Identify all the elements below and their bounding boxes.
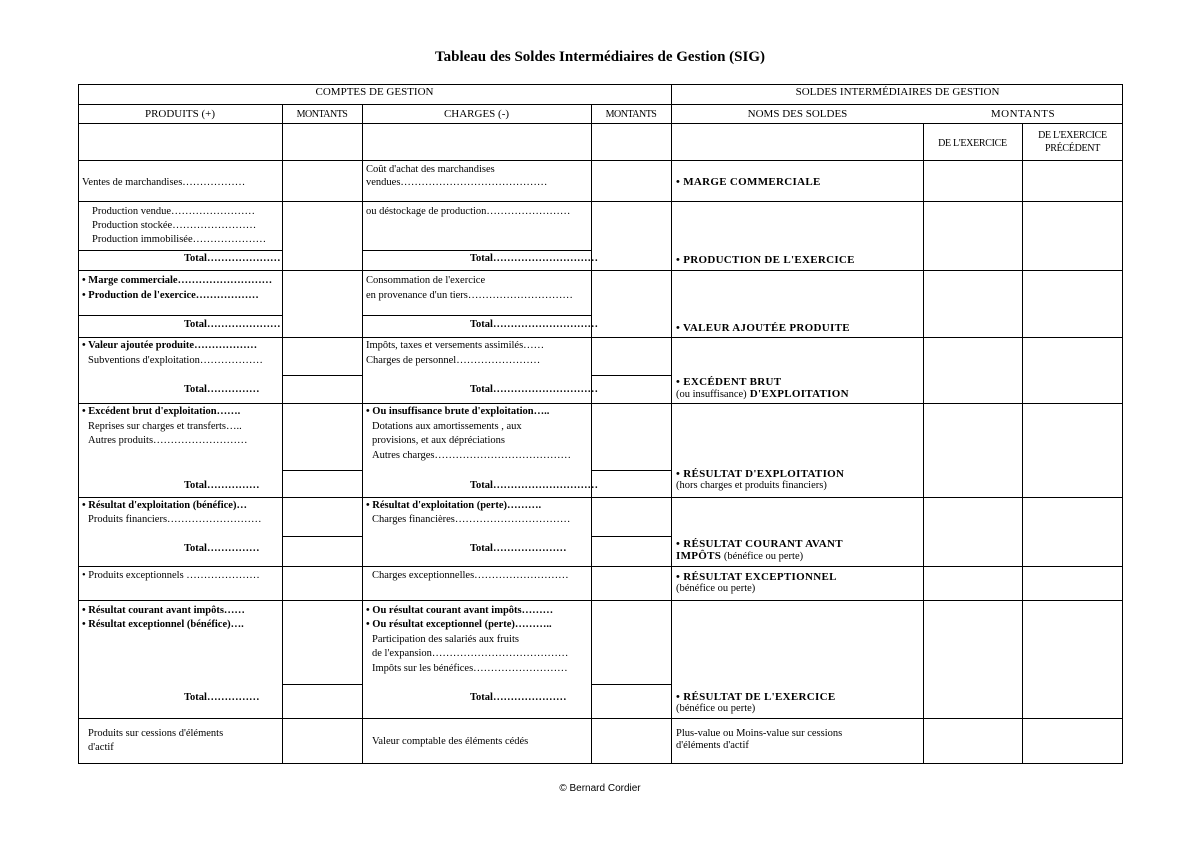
charge-label: Valeur comptable des éléments cédés (372, 736, 529, 747)
solde-excedent-brut (676, 376, 849, 401)
charge-total: Total………………………… (470, 384, 598, 395)
produit-label: Autres produits……………………… (88, 435, 248, 446)
charge-label: • Ou insuffisance brute d'exploitation….. (366, 406, 550, 417)
charge-label: Dotations aux amortissements , aux (372, 421, 522, 432)
solde-subtitle: (bénéfice ou perte) (676, 583, 756, 594)
produit-label: d'actif (88, 742, 114, 753)
produit-total: Total…………… (184, 384, 260, 395)
divider (591, 104, 592, 764)
solde-valeur-ajoutee (676, 322, 850, 335)
produit-label: Production vendue…………………… (92, 206, 256, 217)
divider (78, 123, 923, 124)
header-comptes: COMPTES DE GESTION (315, 86, 434, 98)
divider (591, 470, 671, 471)
divider (78, 104, 1123, 105)
divider (923, 123, 1123, 124)
charge-label: Charges financières…………………………… (372, 514, 571, 525)
divider (78, 497, 1123, 498)
solde-subtitle-bold: IMPÔTS (676, 550, 722, 562)
divider (671, 84, 672, 764)
divider (282, 104, 283, 764)
divider (362, 315, 591, 316)
solde-title: • RÉSULTAT D'EXPLOITATION (676, 468, 845, 480)
solde-production-exercice (676, 254, 855, 267)
produit-total: Total…………… (184, 692, 260, 703)
solde-subtitle-part: (bénéfice ou perte) (721, 551, 804, 562)
solde-title: • EXCÉDENT BRUT (676, 376, 782, 388)
header-soldes: SOLDES INTERMÉDIAIRES DE GESTION (795, 86, 1000, 98)
produit-label: • Résultat d'exploitation (bénéfice)… (82, 500, 247, 511)
divider (591, 375, 671, 376)
produit-label: • Résultat courant avant impôts…… (82, 605, 245, 616)
divider (78, 201, 1123, 202)
divider (923, 124, 924, 764)
solde-subtitle: (hors charges et produits financiers) (676, 480, 827, 491)
produit-total: Total………………… (184, 253, 281, 264)
solde-subtitle (676, 550, 843, 563)
solde-resultat-exceptionnel (676, 571, 837, 595)
header-charges: CHARGES (-) (443, 108, 510, 120)
produit-label: Reprises sur charges et transferts….. (88, 421, 242, 432)
charge-label: Participation des salariés aux fruits (372, 634, 519, 645)
divider (78, 403, 1123, 404)
solde-subtitle (676, 388, 849, 401)
solde-title: Plus-value ou Moins-value sur cessions (676, 728, 843, 739)
produit-label: Subventions d'exploitation……………… (88, 355, 263, 366)
charge-total: Total………………………… (470, 319, 598, 330)
produit-total: Total…………… (184, 543, 260, 554)
header-montants-charges: MONTANTS (605, 109, 657, 120)
charge-total: Total………………… (470, 692, 567, 703)
charge-label: Charges exceptionnelles……………………… (372, 570, 569, 581)
divider (282, 470, 362, 471)
header-precedent-line2: PRÉCÉDENT (1044, 143, 1101, 154)
solde-resultat-exploitation (676, 468, 844, 492)
solde-title: • MARGE COMMERCIALE (676, 176, 821, 188)
divider (78, 160, 1123, 161)
produit-label: • Marge commerciale……………………… (82, 275, 273, 286)
charge-total: Total………………… (470, 543, 567, 554)
charge-label: provisions, et aux dépréciations (372, 435, 505, 446)
header-montants-soldes: MONTANTS (990, 108, 1056, 120)
divider (78, 315, 282, 316)
solde-title: • RÉSULTAT EXCEPTIONNEL (676, 571, 837, 583)
header-exercice: DE L'EXERCICE (938, 138, 1007, 149)
charge-label: • Ou résultat courant avant impôts……… (366, 605, 554, 616)
solde-resultat-courant (676, 538, 843, 563)
divider (362, 104, 363, 764)
solde-subtitle: d'éléments d'actif (676, 740, 749, 751)
produit-label: Production stockée…………………… (92, 220, 257, 231)
page-title: Tableau des Soldes Intermédiaires de Gestion (SIG) (434, 49, 766, 65)
produit-label: • Valeur ajoutée produite……………… (82, 340, 258, 351)
produit-label: Produits financiers……………………… (88, 514, 262, 525)
produit-total: Total………………… (184, 319, 281, 330)
charge-total: Total………………………… (470, 253, 598, 264)
charge-label: vendues…………………………………… (366, 177, 548, 188)
header-precedent-line1: DE L'EXERCICE (1038, 130, 1107, 141)
solde-marge-commerciale (676, 176, 821, 189)
divider (282, 536, 362, 537)
charge-label: en provenance d'un tiers………………………… (366, 290, 573, 301)
produit-label: Produits sur cessions d'éléments (88, 728, 224, 739)
solde-subtitle-part: (ou insuffisance) (676, 389, 747, 400)
divider (78, 337, 1123, 338)
solde-title: • RÉSULTAT COURANT AVANT (676, 538, 843, 550)
solde-resultat-exercice (676, 691, 836, 715)
charge-label: Charges de personnel…………………… (366, 355, 541, 366)
divider (282, 375, 362, 376)
copyright-footer: © Bernard Cordier (559, 783, 641, 794)
divider (78, 718, 1123, 719)
solde-subtitle: (bénéfice ou perte) (676, 703, 756, 714)
header-montants-produits: MONTANTS (296, 109, 348, 120)
solde-subtitle-bold: D'EXPLOITATION (746, 388, 849, 400)
charge-label: Autres charges………………………………… (372, 450, 571, 461)
divider (78, 270, 1123, 271)
charge-label: Consommation de l'exercice (366, 275, 486, 286)
produit-label: • Excédent brut d'exploitation……. (82, 406, 241, 417)
charge-label: de l'expansion………………………………… (372, 648, 569, 659)
charge-label: Impôts sur les bénéfices……………………… (372, 663, 568, 674)
produit-label: Production immobilisée………………… (92, 234, 267, 245)
charge-label: • Ou résultat exceptionnel (perte)……….. (366, 619, 552, 630)
solde-title: • VALEUR AJOUTÉE PRODUITE (676, 322, 850, 334)
divider (362, 250, 591, 251)
produit-label: • Résultat exceptionnel (bénéfice)…. (82, 619, 244, 630)
divider (591, 684, 671, 685)
header-exercice-precedent (1022, 129, 1123, 155)
divider (591, 536, 671, 537)
solde-title: • RÉSULTAT DE L'EXERCICE (676, 691, 836, 703)
charge-label: Impôts, taxes et versements assimilés…… (366, 340, 545, 351)
produit-label: • Production de l'exercice……………… (82, 290, 259, 301)
header-noms-soldes: NOMS DES SOLDES (747, 108, 848, 120)
divider (78, 566, 1123, 567)
divider (78, 600, 1123, 601)
divider (1022, 124, 1023, 764)
charge-label: • Résultat d'exploitation (perte)………. (366, 500, 542, 511)
produit-total: Total…………… (184, 480, 260, 491)
solde-title: • PRODUCTION DE L'EXERCICE (676, 254, 855, 266)
charge-total: Total………………………… (470, 480, 598, 491)
solde-plus-moins-value (676, 728, 842, 752)
charge-label: ou déstockage de production…………………… (366, 206, 571, 217)
charge-label: Coût d'achat des marchandises (366, 164, 495, 175)
produit-label: Ventes de marchandises……………… (82, 177, 246, 188)
divider (282, 684, 362, 685)
divider (78, 250, 282, 251)
header-produits: PRODUITS (+) (144, 108, 216, 120)
produit-label: • Produits exceptionnels ………………… (82, 570, 260, 581)
